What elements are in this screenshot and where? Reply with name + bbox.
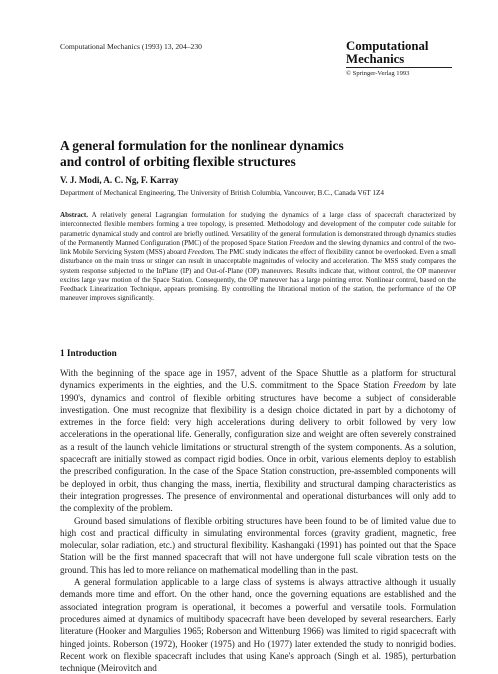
journal-name-line2: Mechanics bbox=[346, 51, 405, 66]
paragraph-1-text-a: With the beginning of the space age in 1957, advent of the Space Shuttle as a platform for structural dynamics experiments in the eighties, and the U.S. commitment to the Space Station bbox=[60, 368, 456, 391]
abstract-text-3: The PMC study indicates the effect of flexibility cannot be overlooked. Even a small disturbance on the main truss or stinger can result in unacceptable magnitudes of velocity and acceleration. The MSS study compares the system response subjected to the InPlane (IP) and Out-of-Plane (OP) maneuvers. Results indicate that, without control, the OP maneuver excites large yaw motion of the Space Station. Consequently, the OP maneuver has a large pointing error. Nonlinear control, based on the Feedback Linearization Technique, appears promising. By controlling the librational motion of the station, the performance of the OP maneuver improves significantly. bbox=[60, 248, 456, 303]
abstract-emphasis-1: Freedom bbox=[289, 238, 315, 247]
article-title-line2: and control of orbiting flexible structures bbox=[60, 153, 296, 169]
brand-divider bbox=[346, 67, 452, 68]
paragraph-1 bbox=[60, 367, 456, 515]
abstract-label: Abstract. bbox=[60, 211, 88, 219]
author-affiliation: Department of Mechanical Engineering, The University of British Columbia, Vancouver, B.C., Canada V6T 1Z4 bbox=[60, 189, 384, 197]
paragraph-1-emphasis: Freedom bbox=[393, 380, 426, 391]
paragraph-2: Ground based simulations of flexible orbiting structures have been found to be of limited value due to high cost and practical difficulty in simulating environmental forces (gravity gradient, magnetic, free molecular, solar radiation, etc.) and structural flexibility. Kashangaki (1991) has pointed out that the Space Station will be the first manned spacecraft that will not have undergone full scale vibration tests on the ground. This has led to more reliance on mathematical modelling than in the past. bbox=[60, 515, 456, 575]
paragraph-1-text-b: by late 1990's, dynamics and control of flexible orbiting structures have become a subject of considerable investigation. One must recognize that flexibility is a design choice dictated in part by a dichotomy of extremes in the force field: very high accelerations during delivery to orbit followed by very low accelerations in the operational life. Generally, configuration size and weight are often severely constrained as a result of the launch vehicle limitations or structural strength of the system components. As a solution, spacecraft are initially stowed as compact rigid bodies. Once in orbit, various elements deploy to establish the prescribed configuration. In the case of the Space Station construction, pre-assembled components will be deployed in orbit, thus changing the mass, inertia, flexibility and structural damping characteristics as their integration progresses. The presence of environmental and operational disturbances will only add to the complexity of the problem. bbox=[60, 380, 457, 514]
article-title bbox=[60, 138, 440, 169]
article-title-line1: A general formulation for the nonlinear dynamics bbox=[60, 138, 344, 153]
section-heading: 1 Introduction bbox=[60, 348, 117, 358]
abstract-block bbox=[60, 211, 456, 304]
paragraph-3: A general formulation applicable to a large class of systems is always attractive although it usually demands more time and effort. On the other hand, once the governing equations are established and the associated integration program is operational, it becomes a powerful and versatile tools. Formulation procedures aimed at dynamics of multibody spacecraft have been developed by several researchers. Early literature (Hooker and Margulies 1965; Roberson and Wittenburg 1966) was limited to rigid spacecraft with hinged joints. Roberson (1972), Hooker (1975) and Ho (1977) later extended the study to nonrigid bodies. Recent work on flexible spacecraft includes that using Kane's approach (Singh et al. 1985), perturbation technique (Meirovitch and bbox=[60, 577, 456, 674]
abstract-text-2: and the slewing dynamics and control of the two-link Mobile Servicing System (MSS) aboard bbox=[60, 238, 456, 256]
abstract-emphasis-2: Freedom. bbox=[187, 248, 215, 256]
journal-brand bbox=[346, 40, 456, 77]
abstract-text-1: A relatively general Lagrangian formulation for studying the dynamics of a large class of spacecraft characterized by interconnected flexible members forming a tree topology, is presented. Methodology and development of the computer code suitable for parametric dynamical study and control are briefly outlined. Versatility of the general formulation is demonstrated through dynamics studies of the Permanently Manned Configuration (PMC) of the proposed Space Station bbox=[60, 211, 456, 247]
journal-reference: Computational Mechanics (1993) 13, 204–230 bbox=[60, 42, 202, 51]
journal-name-line1: Computational bbox=[346, 39, 429, 53]
author-list: V. J. Modi, A. C. Ng, F. Karray bbox=[60, 175, 179, 185]
copyright-notice: © Springer-Verlag 1993 bbox=[346, 70, 410, 77]
body-text bbox=[60, 367, 456, 674]
